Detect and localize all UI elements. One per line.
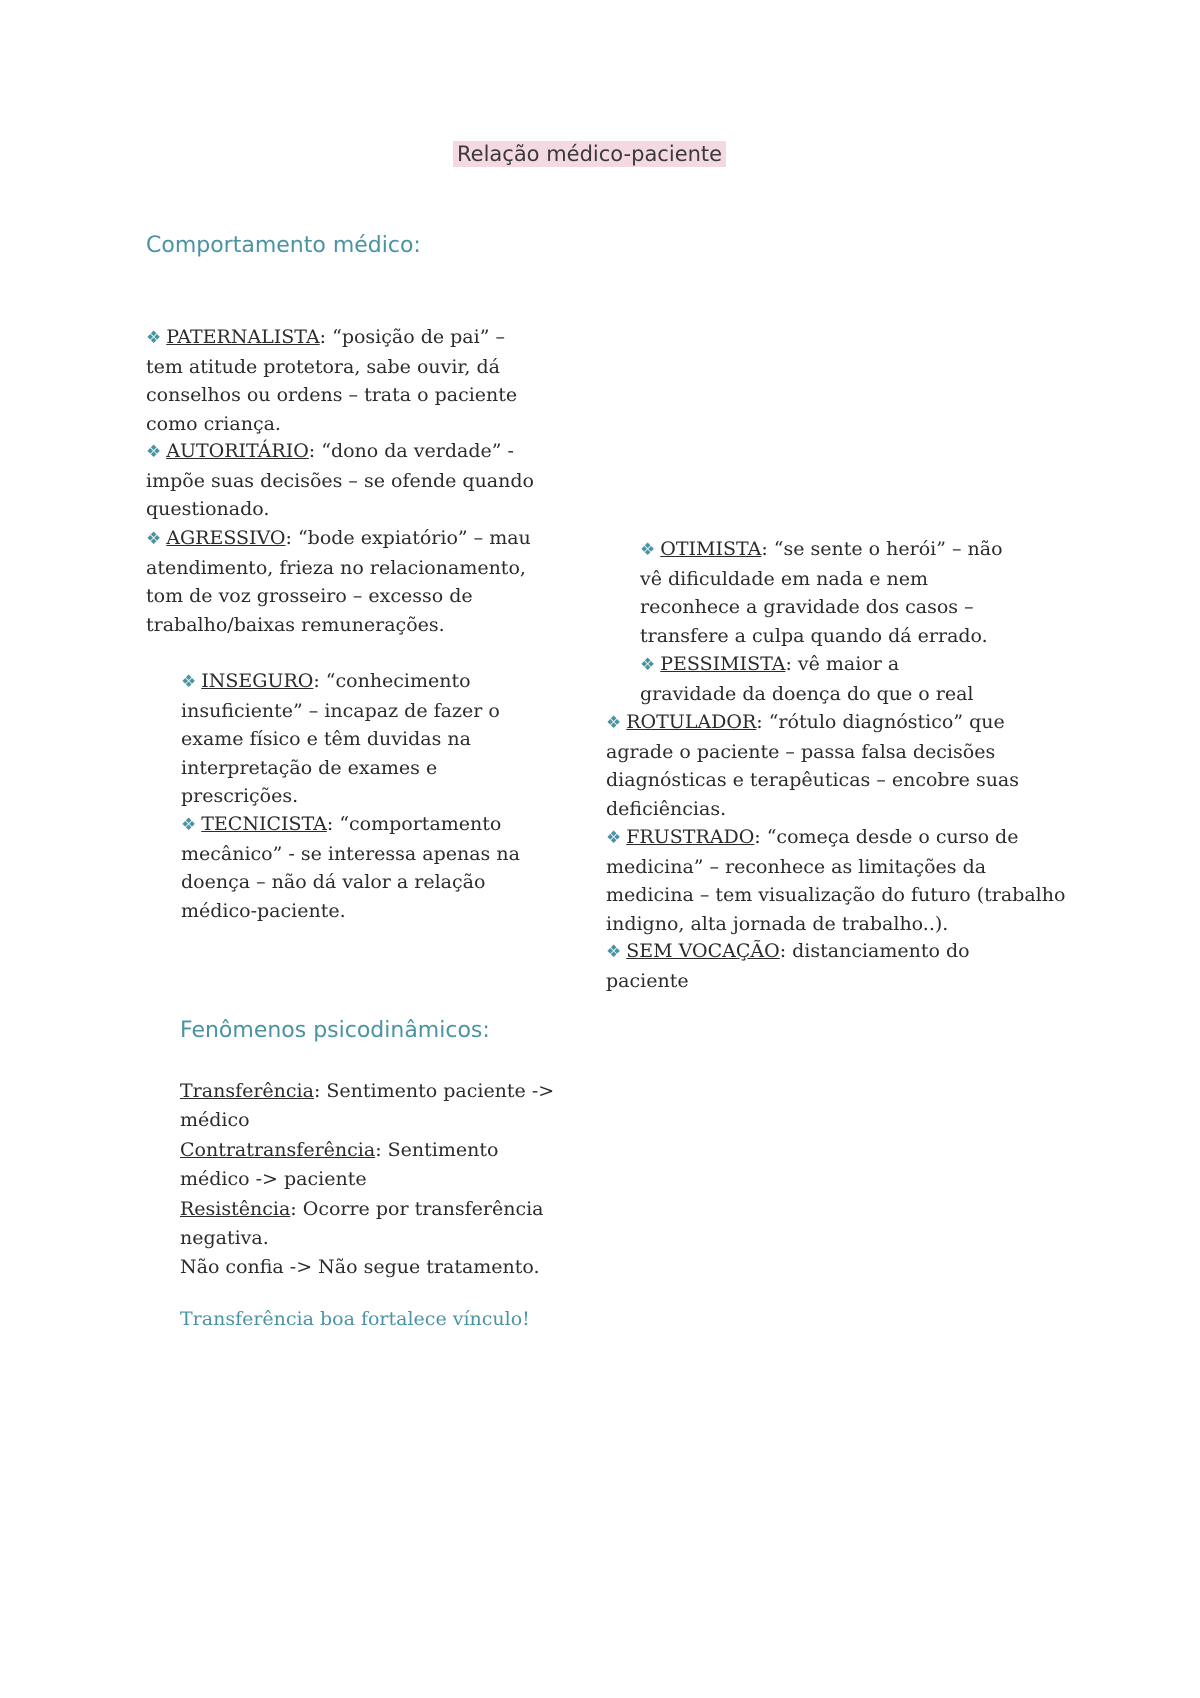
list-item-sem-vocacao [606, 937, 1006, 995]
entry-text: : “dono da verdade” - impõe suas decisões – se ofende quando questionado. [146, 440, 534, 520]
definition-term: Transferência [180, 1080, 314, 1102]
entry-text: : “posição de pai” – tem atitude protetora, sabe ouvir, dá conselhos ou ordens – trata o paciente como criança. [146, 326, 518, 435]
entry-text: : “conhecimento insuficiente” – incapaz de fazer o exame físico e têm duvidas na interpretação de exames e prescrições. [181, 670, 500, 807]
list-item-inseguro [181, 667, 531, 811]
entry-term: AGRESSIVO [166, 527, 286, 549]
section-heading-comportamento: Comportamento médico: [146, 233, 421, 258]
entry-term: AUTORITÁRIO [166, 440, 309, 462]
diamond-bullet-icon: ❖ [640, 655, 656, 675]
entry-term: OTIMISTA [660, 538, 762, 560]
definition-text: : Sentimento paciente -> médico [180, 1080, 555, 1131]
section-heading-fenomenos: Fenômenos psicodinâmicos: [180, 1018, 490, 1043]
entry-text: : vê maior a gravidade da doença do que o real [640, 653, 974, 705]
definition-transferencia [180, 1077, 560, 1134]
list-item-rotulador [606, 708, 1026, 823]
entry-term: SEM VOCAÇÃO [626, 940, 780, 962]
diamond-bullet-icon: ❖ [606, 828, 622, 848]
note-nao-confia [180, 1253, 600, 1282]
diamond-bullet-icon: ❖ [146, 529, 162, 549]
entry-term: PESSIMISTA [660, 653, 786, 675]
entry-term: TECNICISTA [201, 813, 327, 835]
entry-text: : “começa desde o curso de medicina” – reconhece as limitações da medicina – tem visualização do futuro (trabalho indigno, alta jornada de trabalho..). [606, 826, 1066, 935]
definition-term: Contratransferência [180, 1139, 376, 1161]
entry-term: INSEGURO [201, 670, 314, 692]
diamond-bullet-icon: ❖ [181, 672, 197, 692]
entry-term: ROTULADOR [626, 711, 757, 733]
entry-term: FRUSTRADO [626, 826, 755, 848]
definition-resistencia [180, 1195, 570, 1252]
list-item-otimista [640, 535, 1020, 650]
diamond-bullet-icon: ❖ [606, 713, 622, 733]
entry-text: : distanciamento do paciente [606, 940, 970, 992]
list-item-autoritario [146, 437, 556, 524]
tagline: Transferência boa fortalece vínculo! [180, 1308, 530, 1330]
definition-text: : Sentimento médico -> paciente [180, 1139, 499, 1190]
note-text: Não confia -> Não segue tratamento. [180, 1256, 540, 1278]
diamond-bullet-icon: ❖ [146, 442, 162, 462]
diamond-bullet-icon: ❖ [640, 540, 656, 560]
list-item-paternalista [146, 323, 546, 438]
definition-text: : Ocorre por transferência negativa. [180, 1198, 544, 1249]
diamond-bullet-icon: ❖ [146, 328, 162, 348]
diamond-bullet-icon: ❖ [181, 815, 197, 835]
entry-term: PATERNALISTA [166, 326, 320, 348]
list-item-frustrado [606, 823, 1066, 938]
list-item-tecnicista [181, 810, 543, 925]
list-item-pessimista [640, 650, 985, 708]
list-item-agressivo [146, 524, 551, 639]
definition-term: Resistência [180, 1198, 291, 1220]
entry-text: : “bode expiatório” – mau atendimento, frieza no relacionamento, tom de voz grosseiro – excesso de trabalho/baixas remunerações. [146, 527, 531, 636]
diamond-bullet-icon: ❖ [606, 942, 622, 962]
page-title: Relação médico-paciente [453, 141, 726, 167]
entry-text: : “rótulo diagnóstico” que agrade o paciente – passa falsa decisões diagnósticas e terapêuticas – encobre suas deficiências. [606, 711, 1020, 820]
definition-contratransferencia [180, 1136, 540, 1193]
entry-text: : “se sente o herói” – não vê dificuldade em nada e nem reconhece a gravidade dos casos – transfere a culpa quando dá errado. [640, 538, 1003, 647]
entry-text: : “comportamento mecânico” - se interessa apenas na doença – não dá valor a relação médico-paciente. [181, 813, 520, 922]
